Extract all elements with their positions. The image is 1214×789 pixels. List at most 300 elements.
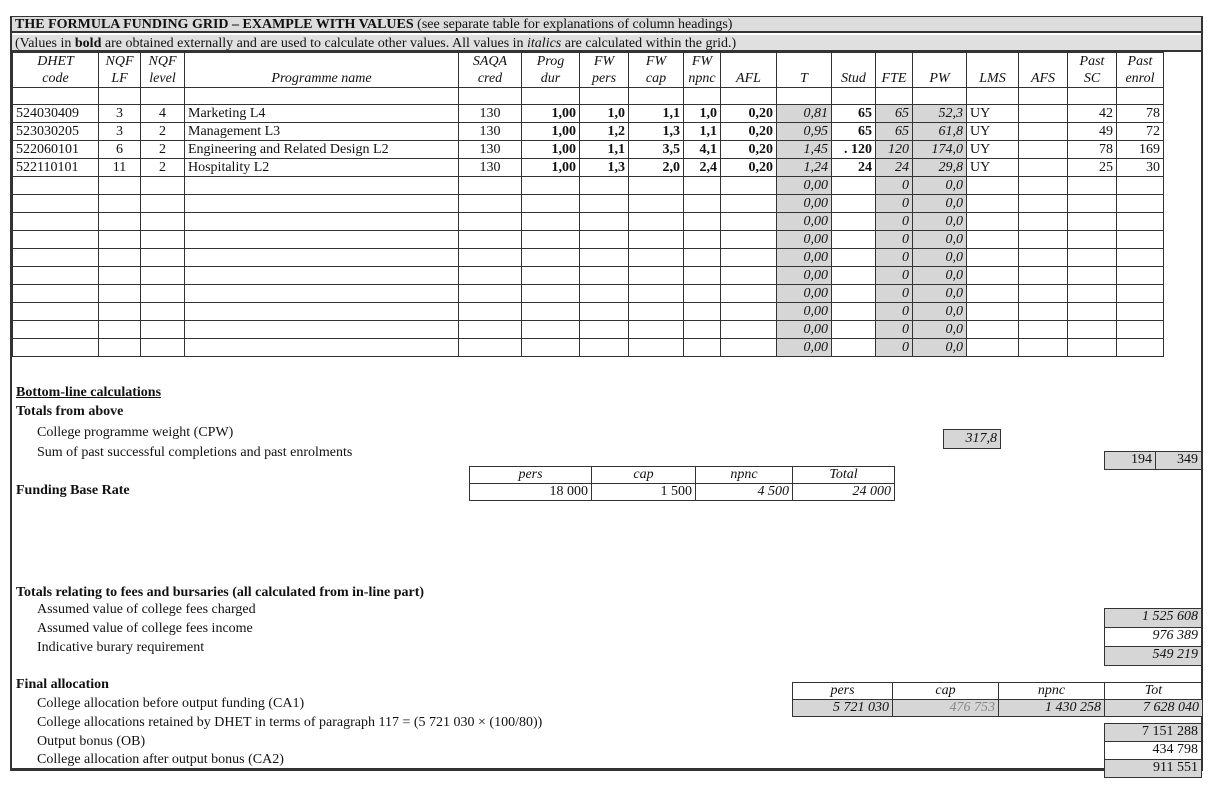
cell-name [185,177,459,195]
cell-pers: 1,1 [580,141,629,159]
cell-npnc [684,249,721,267]
cell-cred [459,249,522,267]
cell-code [13,231,99,249]
cell-cred [459,267,522,285]
empty-cell [832,88,876,105]
cell-name [185,303,459,321]
cell-afs [1019,177,1068,195]
cell-stud: 24 [832,159,876,177]
cell-lf [99,285,141,303]
cell-level [141,321,185,339]
cell-lf: 3 [99,123,141,141]
fbr-header-pers: pers [470,467,592,484]
table-row [13,285,1164,303]
empty-cell [967,88,1019,105]
empty-cell [185,88,459,105]
cell-sc [1068,285,1117,303]
cell-lms: UY [967,105,1019,123]
cell-cred [459,339,522,357]
cell-code [13,285,99,303]
cell-sc [1068,339,1117,357]
cell-lms [967,321,1019,339]
cell-lms [967,213,1019,231]
fees-income-label: Assumed value of college fees income [37,621,253,636]
column-header-line1 [1022,53,1064,70]
cell-lf: 11 [99,159,141,177]
cell-stud [832,321,876,339]
cell-afs [1019,159,1068,177]
column-header [967,53,1019,88]
cell-pw: 0,0 [913,339,967,357]
cell-afs [1019,321,1068,339]
cell-npnc [684,303,721,321]
funding-base-rate-table [469,466,895,501]
cell-pers: 1,0 [580,105,629,123]
cell-cred: 130 [459,159,522,177]
cell-cap: 1,3 [629,123,684,141]
cell-cap [629,177,684,195]
cell-t: 0,00 [777,177,832,195]
cell-fte: 0 [876,231,913,249]
alloc-value-pers: 5 721 030 [793,700,893,717]
fees-income-value: 976 389 [1104,627,1202,647]
cell-dur: 1,00 [522,141,580,159]
totals-heading: Totals from above [16,404,124,419]
column-header [522,53,580,88]
table-row [13,195,1164,213]
output-bonus-label: Output bonus (OB) [37,734,146,749]
ca1-label: College allocation before output funding (CA1) [37,696,305,711]
column-header-line2: T [800,71,808,86]
cell-fte: 65 [876,105,913,123]
empty-cell [141,88,185,105]
empty-cell [580,88,629,105]
cell-sc [1068,249,1117,267]
cell-afl [721,285,777,303]
column-header [777,53,832,88]
cell-enrol [1117,339,1164,357]
column-header-line1: FW [645,54,667,69]
table-row [13,321,1164,339]
cell-name: Engineering and Related Design L2 [185,141,459,159]
cell-enrol: 30 [1117,159,1164,177]
alloc-header-pers: pers [793,683,893,700]
cell-pw: 0,0 [913,321,967,339]
cell-t: 0,00 [777,285,832,303]
cell-cap [629,339,684,357]
column-header [876,53,913,88]
cell-pw: 52,3 [913,105,967,123]
table-row [13,141,1164,159]
cell-enrol [1117,213,1164,231]
column-header-line1: Past [1127,54,1153,69]
cell-stud [832,285,876,303]
column-header-line2: LF [111,71,128,86]
cell-pers: 1,3 [580,159,629,177]
cell-level: 2 [141,123,185,141]
cell-enrol [1117,249,1164,267]
empty-cell [1117,88,1164,105]
cell-enrol: 78 [1117,105,1164,123]
cell-lf [99,213,141,231]
cell-sc [1068,195,1117,213]
column-header [99,53,141,88]
column-header-line2: npnc [688,71,716,86]
column-header-line1 [970,53,1015,70]
fbr-value-pers: 18 000 [470,484,592,501]
cell-t: 0,00 [777,195,832,213]
column-header-line1 [835,53,872,70]
cell-t: 0,00 [777,231,832,249]
column-header-line2: code [42,71,69,86]
column-header [721,53,777,88]
column-header-line2: Programme name [271,71,372,86]
cell-level [141,213,185,231]
cell-lf [99,195,141,213]
cell-cred [459,231,522,249]
cell-fte: 0 [876,249,913,267]
cell-sc [1068,231,1117,249]
cell-name [185,321,459,339]
column-header [459,53,522,88]
cell-code [13,339,99,357]
cell-lf [99,249,141,267]
cell-pers [580,321,629,339]
cell-afs [1019,141,1068,159]
cell-dur [522,177,580,195]
table-row [13,177,1164,195]
cell-cap [629,249,684,267]
cpw-label: College programme weight (CPW) [37,425,234,440]
fbr-header-npnc: npnc [696,467,793,484]
cell-t: 0,00 [777,339,832,357]
column-header-line1 [188,53,455,70]
cell-pers [580,303,629,321]
cell-code [13,195,99,213]
column-header-line1: NQF [148,54,177,69]
column-header [832,53,876,88]
funding-grid-table [12,52,1164,357]
cell-afl [721,195,777,213]
column-header-line1: FW [593,54,615,69]
cell-name: Hospitality L2 [185,159,459,177]
cell-pw: 61,8 [913,123,967,141]
cell-pw: 0,0 [913,231,967,249]
cell-enrol [1117,285,1164,303]
cell-pers [580,249,629,267]
cell-fte: 0 [876,303,913,321]
cell-dur [522,231,580,249]
cell-t: 0,81 [777,105,832,123]
cell-code [13,321,99,339]
cell-dur: 1,00 [522,159,580,177]
cell-lf [99,267,141,285]
cell-sc: 49 [1068,123,1117,141]
cell-cred: 130 [459,105,522,123]
cell-afl [721,267,777,285]
retained-by-dhet-label: College allocations retained by DHET in terms of paragraph 117 = (5 721 030 × (100/80)) [37,715,543,730]
column-header [141,53,185,88]
cell-cred [459,213,522,231]
cell-cred: 130 [459,141,522,159]
cell-lms: UY [967,159,1019,177]
column-header [1068,53,1117,88]
cell-pers [580,195,629,213]
cell-afl [721,177,777,195]
cell-lms [967,267,1019,285]
cell-pw: 0,0 [913,303,967,321]
cell-lf: 6 [99,141,141,159]
cell-npnc [684,285,721,303]
grid-legend-note [12,35,1201,52]
cell-lms [967,303,1019,321]
cell-afl [721,231,777,249]
cell-pers [580,231,629,249]
cell-afl [721,321,777,339]
cell-npnc [684,177,721,195]
cell-t: 0,00 [777,249,832,267]
cell-afs [1019,105,1068,123]
cell-lf [99,177,141,195]
cell-pw: 0,0 [913,249,967,267]
table-row [13,339,1164,357]
column-header-line2: AFL [736,71,761,86]
cell-lms [967,231,1019,249]
cell-enrol [1117,231,1164,249]
cell-lms [967,177,1019,195]
past-sums-label: Sum of past successful completions and past enrolments [37,445,353,460]
cell-stud: 65 [832,123,876,141]
column-header-line1: NQF [105,54,134,69]
column-header [185,53,459,88]
cell-afs [1019,123,1068,141]
alloc-header-tot: Tot [1105,683,1203,700]
cell-code: 522110101 [13,159,99,177]
legend-italic-word: italics [527,36,562,51]
cell-cred [459,177,522,195]
cell-level [141,303,185,321]
cell-code [13,213,99,231]
column-header-line2: level [149,71,176,86]
cell-stud [832,339,876,357]
cell-t: 0,00 [777,303,832,321]
cell-sc [1068,303,1117,321]
final-allocation-heading: Final allocation [16,677,109,692]
cell-level: 2 [141,159,185,177]
cell-dur [522,339,580,357]
cell-enrol [1117,195,1164,213]
cell-afs [1019,213,1068,231]
cell-npnc: 1,0 [684,105,721,123]
cell-lms [967,249,1019,267]
cell-dur [522,321,580,339]
past-sc-total: 194 [1104,451,1156,470]
cell-cap [629,321,684,339]
cell-enrol [1117,303,1164,321]
grid-spacer-row [13,88,1164,105]
cell-dur [522,285,580,303]
cell-afs [1019,285,1068,303]
cell-pers [580,267,629,285]
cell-t: 1,24 [777,159,832,177]
cell-pers [580,177,629,195]
cell-pers: 1,2 [580,123,629,141]
legend-text-3: are calculated within the grid.) [561,36,737,51]
cell-afl [721,213,777,231]
fbr-value-npnc: 4 500 [696,484,793,501]
cell-lms [967,339,1019,357]
cell-enrol [1117,177,1164,195]
cell-level: 2 [141,141,185,159]
cell-sc [1068,177,1117,195]
empty-cell [13,88,99,105]
cell-stud [832,195,876,213]
cell-level [141,267,185,285]
cell-cap [629,231,684,249]
cell-level [141,285,185,303]
cell-afs [1019,267,1068,285]
cell-afl [721,249,777,267]
cell-dur: 1,00 [522,123,580,141]
column-header-line2: SC [1083,71,1101,86]
cell-sc [1068,321,1117,339]
empty-cell [876,88,913,105]
cell-lf [99,339,141,357]
cell-npnc [684,213,721,231]
table-row [13,249,1164,267]
cell-stud: 65 [832,105,876,123]
cell-pers [580,213,629,231]
column-header-line2: Stud [841,71,866,86]
empty-cell [1068,88,1117,105]
column-header-line2: cap [645,71,667,86]
alloc-header-cap: cap [893,683,999,700]
column-header-line1 [780,53,828,70]
cell-cap [629,213,684,231]
cell-dur [522,249,580,267]
empty-cell [777,88,832,105]
cell-pw: 0,0 [913,267,967,285]
column-header-line1: SAQA [472,54,508,69]
column-header-line1 [879,53,909,70]
cell-level [141,195,185,213]
cell-pers [580,285,629,303]
bursary-requirement-label: Indicative burary requirement [37,640,205,655]
cell-afl: 0,20 [721,159,777,177]
table-row [13,159,1164,177]
cell-afl: 0,20 [721,141,777,159]
cell-afs [1019,195,1068,213]
cell-stud [832,213,876,231]
cell-cred: 130 [459,123,522,141]
cell-dur: 1,00 [522,105,580,123]
table-row [13,105,1164,123]
bottom-line-heading: Bottom-line calculations [16,385,162,400]
cell-npnc [684,321,721,339]
cpw-value: 317,8 [943,429,1001,449]
table-row [13,303,1164,321]
cell-dur [522,267,580,285]
cell-stud [832,177,876,195]
cell-code [13,249,99,267]
fees-charged-value: 1 525 608 [1104,608,1202,628]
column-header-line1: Past [1079,54,1105,69]
cell-fte: 0 [876,321,913,339]
column-header-line1 [724,53,773,70]
cell-cap: 3,5 [629,141,684,159]
alloc-value-tot: 7 628 040 [1105,700,1203,717]
fees-heading: Totals relating to fees and bursaries (all calculated from in-line part) [16,585,425,600]
cell-stud [832,231,876,249]
cell-level [141,177,185,195]
cell-cred [459,285,522,303]
cell-code: 522060101 [13,141,99,159]
cell-lms [967,195,1019,213]
cell-npnc [684,267,721,285]
cell-t: 0,00 [777,213,832,231]
cell-fte: 0 [876,177,913,195]
cell-sc: 78 [1068,141,1117,159]
fbr-header-cap: cap [592,467,696,484]
funding-base-rate-label: Funding Base Rate [16,483,130,498]
cell-pw: 0,0 [913,195,967,213]
cell-stud [832,267,876,285]
table-row [13,267,1164,285]
alloc-value-cap: 476 753 [893,700,999,717]
empty-cell [913,88,967,105]
cell-lms: UY [967,123,1019,141]
cell-name [185,213,459,231]
cell-enrol [1117,321,1164,339]
cell-pw: 0,0 [913,177,967,195]
column-header [1019,53,1068,88]
cell-npnc: 2,4 [684,159,721,177]
cell-cap: 2,0 [629,159,684,177]
cell-cap [629,267,684,285]
table-row [13,123,1164,141]
cell-name [185,249,459,267]
bursary-requirement-value: 549 219 [1104,646,1202,666]
cell-name: Marketing L4 [185,105,459,123]
fbr-value-total: 24 000 [793,484,895,501]
empty-cell [522,88,580,105]
legend-bold-word: bold [74,36,102,51]
legend-text-2: are obtained externally and are used to calculate other values. All values in [101,36,528,51]
cell-enrol: 169 [1117,141,1164,159]
cell-code [13,303,99,321]
cell-fte: 24 [876,159,913,177]
column-header-line1: FW [691,54,713,69]
past-enrol-total: 349 [1155,451,1202,470]
column-header-line2: AFS [1030,71,1056,86]
cell-code: 523030205 [13,123,99,141]
cell-pers [580,339,629,357]
table-row [13,213,1164,231]
legend-text-1: (Values in [15,36,75,51]
cell-npnc [684,195,721,213]
cell-code [13,267,99,285]
cell-cred [459,303,522,321]
cell-stud [832,303,876,321]
alloc-header-npnc: npnc [999,683,1105,700]
cell-pw: 0,0 [913,213,967,231]
cell-cap [629,195,684,213]
empty-cell [629,88,684,105]
cell-lms [967,285,1019,303]
cell-fte: 0 [876,195,913,213]
cell-t: 0,00 [777,321,832,339]
fbr-value-cap: 1 500 [592,484,696,501]
